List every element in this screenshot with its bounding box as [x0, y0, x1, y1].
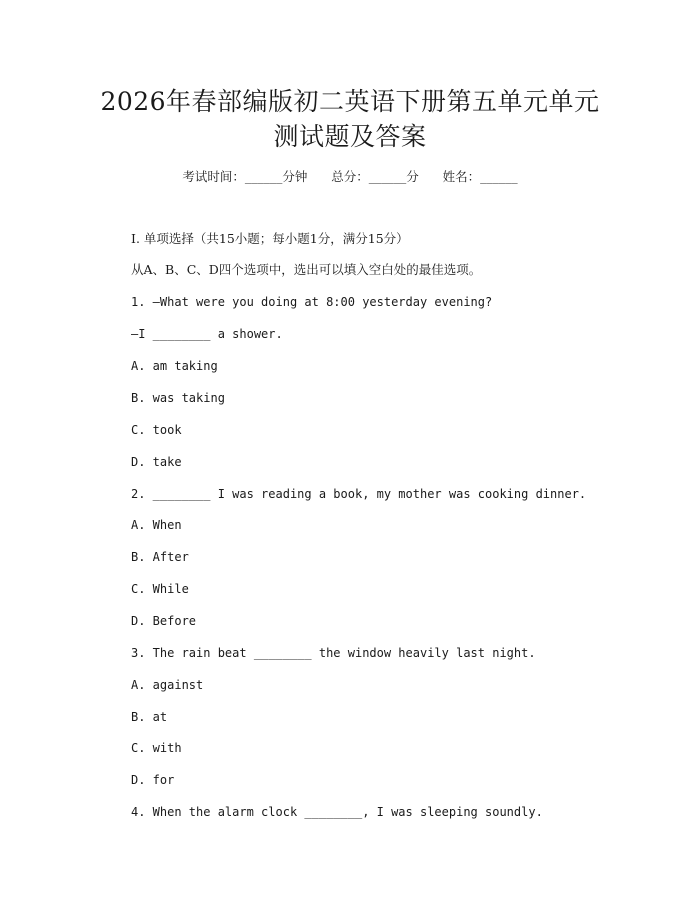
- page-title: 2026年春部编版初二英语下册第五单元单元: [100, 87, 600, 116]
- question-3-option-a: A. against: [131, 678, 204, 692]
- section-instruction: 从A、B、C、D四个选项中，选出可以填入空白处的最佳选项。: [131, 262, 482, 277]
- question-1-option-b: B. was taking: [131, 391, 225, 405]
- question-1-option-c: C. took: [131, 423, 182, 437]
- total-score-field: 总分：______分: [331, 169, 419, 184]
- section-heading: I. 单项选择（共15小题；每小题1分，满分15分）: [131, 231, 409, 246]
- question-3-option-d: D. for: [131, 773, 175, 787]
- page-title-continued: 测试题及答案: [273, 122, 427, 151]
- question-1-stem: 1. —What were you doing at 8:00 yesterday evening?: [131, 295, 493, 309]
- exam-time-field: 考试时间：______分钟: [182, 169, 308, 184]
- question-3-option-c: C. with: [131, 741, 182, 755]
- question-1-option-a: A. am taking: [131, 359, 218, 373]
- question-4-stem: 4. When the alarm clock ________, I was sleeping soundly.: [131, 805, 543, 819]
- student-name-field: 姓名：______: [442, 169, 518, 184]
- question-2-option-d: D. Before: [131, 614, 197, 628]
- question-3-option-b: B. at: [131, 710, 168, 724]
- question-2-option-c: C. While: [131, 582, 189, 596]
- question-1-stem-reply: —I ________ a shower.: [131, 327, 283, 341]
- exam-meta-line: [0, 168, 700, 186]
- question-2-option-b: B. After: [131, 550, 189, 564]
- question-2-option-a: A. When: [131, 518, 182, 532]
- question-3-stem: 3. The rain beat ________ the window heavily last night.: [131, 646, 536, 660]
- question-1-option-d: D. take: [131, 455, 182, 469]
- question-2-stem: 2. ________ I was reading a book, my mother was cooking dinner.: [131, 487, 587, 501]
